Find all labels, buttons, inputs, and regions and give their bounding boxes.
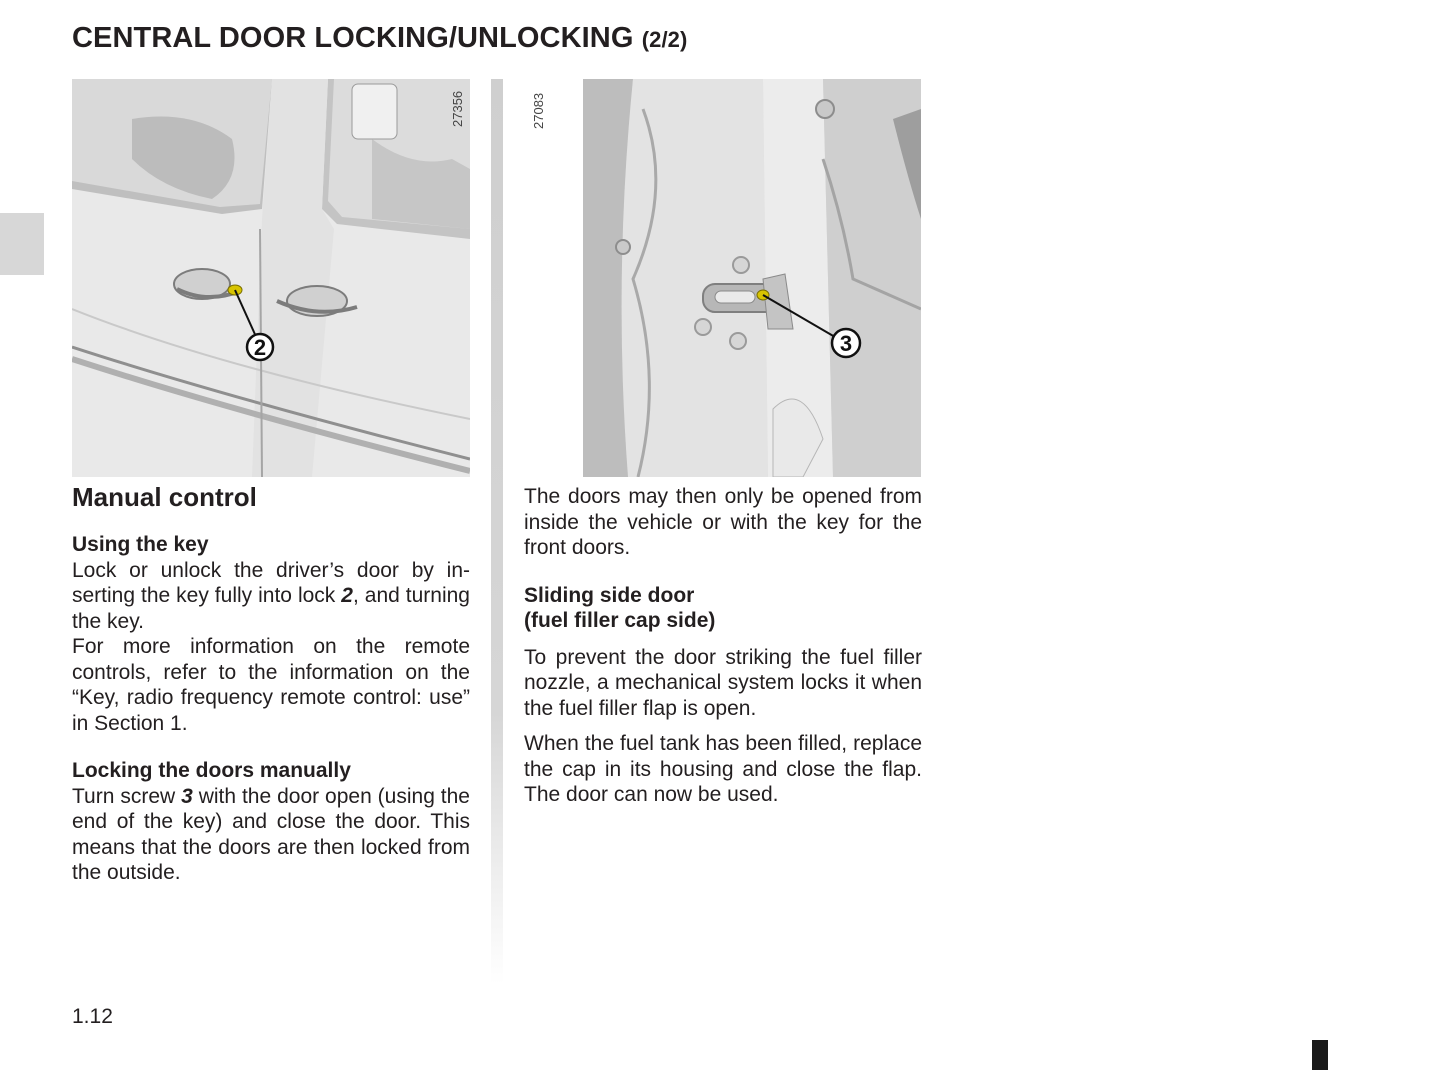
heading-line: (fuel filler cap side)	[524, 609, 716, 632]
section-tab	[0, 213, 44, 275]
figure-door-handles	[72, 79, 470, 477]
page-title	[72, 22, 687, 55]
column-divider	[491, 79, 503, 984]
callout-2: 2	[253, 335, 267, 360]
page-number: 1.12	[72, 1005, 113, 1028]
remote-controls-paragraph: For more information on the remote controls, refer to the information on the “Key, radio frequency remote control: use” in Section 1.	[72, 635, 470, 735]
figure-ref-right: 27083	[531, 92, 546, 129]
text-span: , and turning the key.	[72, 584, 470, 633]
manual-control-heading: Manual control	[72, 482, 257, 512]
screw-ref: 3	[181, 784, 193, 808]
using-key-paragraph	[72, 558, 470, 635]
figure-ref-left: 27356	[450, 90, 465, 127]
lock-ref: 2	[341, 584, 353, 607]
locking-manually-paragraph	[72, 784, 470, 886]
text-span: with the door open (using the end of the key) and close the door. This means that the doors are then locked from the outside.	[72, 784, 470, 884]
sliding-door-heading	[524, 583, 922, 634]
left-column	[72, 482, 470, 886]
fuel-tank-paragraph: When the fuel tank has been filled, replace the cap in its housing and close the flap. The door can now be used.	[524, 732, 922, 806]
doors-opened-paragraph: The doors may then only be opened from inside the vehicle or with the key for the front doors.	[524, 485, 922, 559]
using-key-heading: Using the key	[72, 533, 209, 556]
text-span: Lock or unlock the driver’s door by inserting the key fully into lock	[72, 558, 470, 607]
title-text: CENTRAL DOOR LOCKING/UNLOCKING	[72, 22, 634, 54]
corner-mark	[1312, 1040, 1328, 1070]
fuel-filler-paragraph: To prevent the door striking the fuel filler nozzle, a mechanical system locks it when the fuel filler flap is open.	[524, 645, 922, 720]
title-suffix: (2/2)	[641, 27, 688, 52]
right-column	[524, 484, 922, 808]
figure-door-lock-screw	[523, 79, 921, 477]
text-span: Turn screw	[72, 784, 182, 808]
locking-manually-heading: Locking the doors manually	[72, 759, 351, 782]
callout-3: 3	[839, 331, 853, 356]
heading-line: Sliding side door	[524, 583, 695, 607]
